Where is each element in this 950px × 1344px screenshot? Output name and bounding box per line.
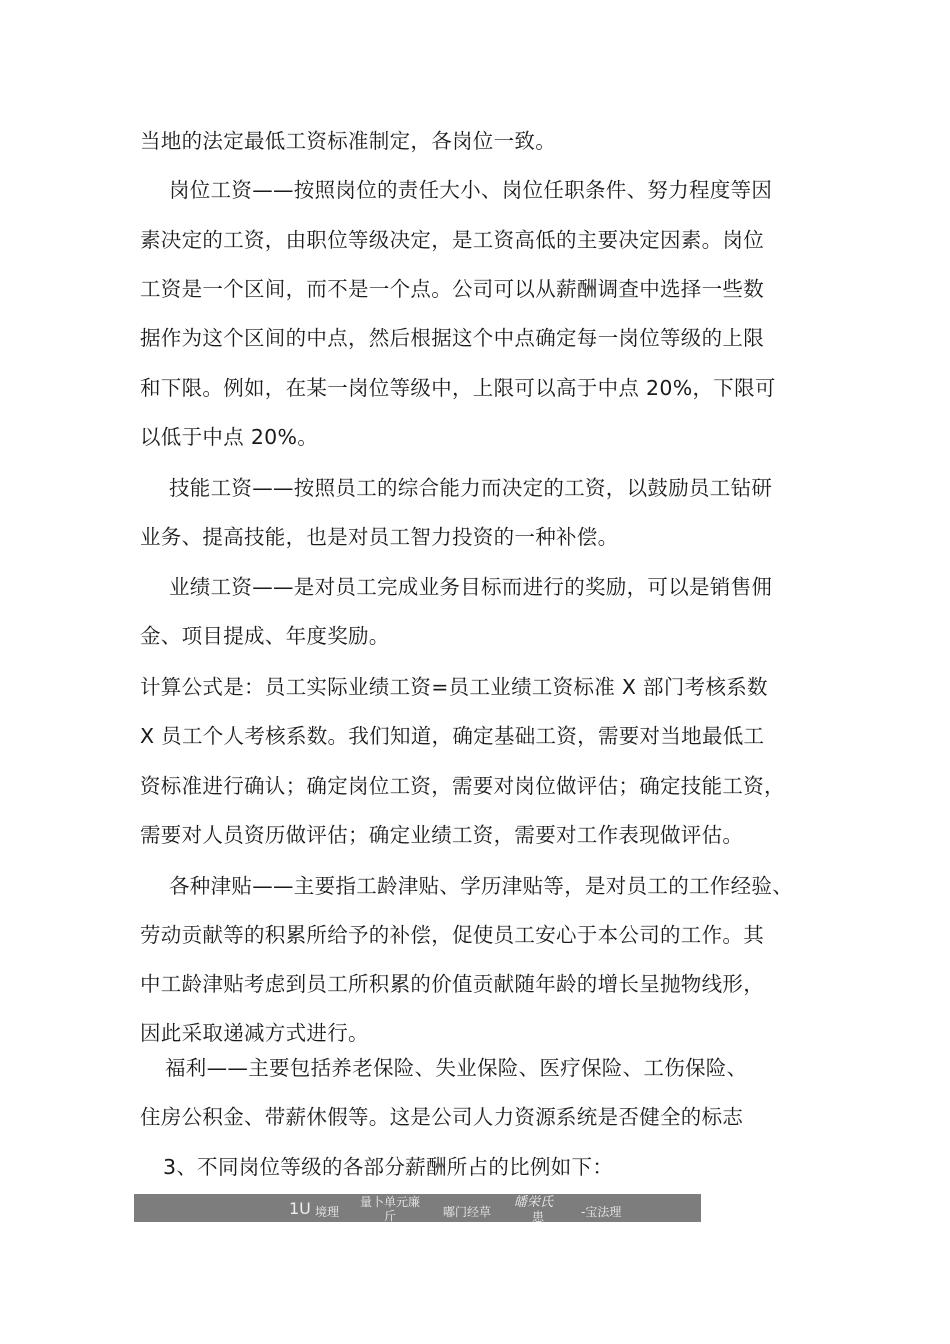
- paragraph-line: 以低于中点 20%。: [140, 425, 319, 449]
- paragraph-line: 各种津贴——主要指工龄津贴、学历津贴等，是对员工的工作经验、: [169, 874, 793, 898]
- table-header-cell: 斤: [384, 1209, 397, 1222]
- table-header-cell: -宝法理: [581, 1205, 622, 1219]
- paragraph-line: 业绩工资——是对员工完成业务目标而进行的奖励，可以是销售佣: [169, 575, 773, 599]
- paragraph-line: 资标准进行确认；确定岗位工资，需要对岗位做评估；确定技能工资，: [140, 774, 785, 798]
- table-header-cell: 皤栄氏: [514, 1195, 554, 1210]
- table-header-cell: 境理: [315, 1205, 340, 1219]
- paragraph-line: 福利——主要包括养老保险、失业保险、医疗保险、工伤保险、: [165, 1056, 748, 1080]
- paragraph-line: 计算公式是：员工实际业绩工资=员工业绩工资标准 X 部门考核系数: [140, 675, 768, 699]
- table-header-cell: 1U: [289, 1199, 311, 1218]
- paragraph-line: 技能工资——按照员工的综合能力而决定的工资，以鼓励员工钻研: [169, 476, 773, 500]
- section-heading: 3、不同岗位等级的各部分薪酬所占的比例如下：: [163, 1155, 614, 1179]
- paragraph-line: 业务、提高技能，也是对员工智力投资的一种补偿。: [140, 525, 619, 549]
- paragraph-line: 劳动贡献等的积累所给予的补偿，促使员工安心于本公司的工作。其: [140, 923, 764, 947]
- table-header-cell: 量卜单元廉: [360, 1195, 421, 1209]
- paragraph-line: 金、项目提成、年度奖励。: [140, 624, 390, 648]
- paragraph-line: X 员工个人考核系数。我们知道，确定基础工资，需要对当地最低工: [140, 724, 765, 748]
- paragraph-line: 当地的法定最低工资标准制定，各岗位一致。: [140, 129, 556, 153]
- paragraph-line: 据作为这个区间的中点，然后根据这个中点确定每一岗位等级的上限: [140, 326, 764, 350]
- table-header-cell: 患: [532, 1210, 545, 1222]
- paragraph-line: 住房公积金、带薪休假等。这是公司人力资源系统是否健全的标志: [140, 1105, 744, 1129]
- paragraph-line: 需要对人员资历做评估；确定业绩工资，需要对工作表现做评估。: [140, 823, 744, 847]
- paragraph-line: 素决定的工资，由职位等级决定，是工资高低的主要决定因素。岗位: [140, 228, 764, 252]
- paragraph-line: 中工龄津贴考虑到员工所积累的价值贡献随年龄的增长呈抛物线形，: [140, 972, 764, 996]
- paragraph-line: 和下限。例如，在某一岗位等级中，上限可以高于中点 20%，下限可: [140, 376, 776, 400]
- salary-ratio-table-header: [134, 1194, 701, 1222]
- paragraph-line: 岗位工资——按照岗位的责任大小、岗位任职条件、努力程度等因: [169, 178, 773, 202]
- paragraph-line: 因此采取递减方式进行。: [140, 1021, 369, 1045]
- table-header-cell: 嘟门经草: [443, 1205, 492, 1219]
- paragraph-line: 工资是一个区间，而不是一个点。公司可以从薪酬调查中选择一些数: [140, 277, 764, 301]
